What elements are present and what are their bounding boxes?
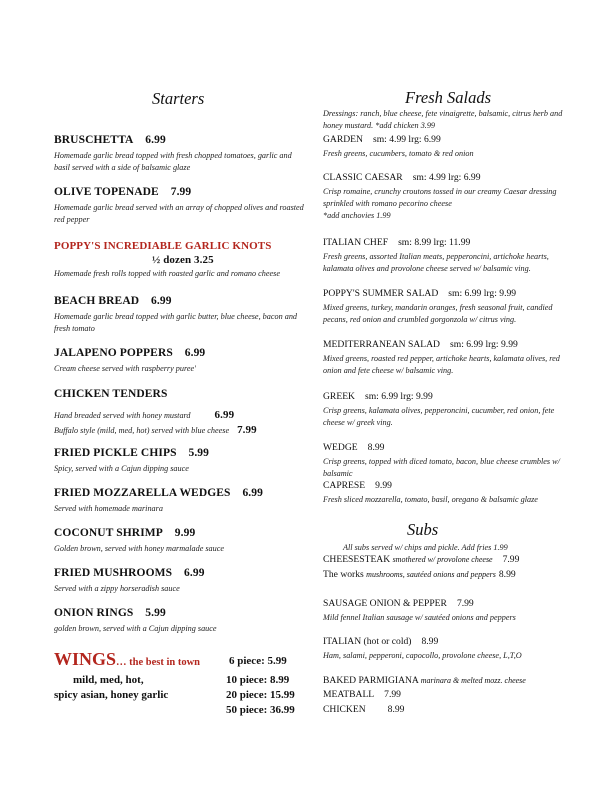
- item-name: OLIVE TOPENADE: [54, 186, 159, 198]
- item-name: MEDITERRANEAN SALAD: [323, 339, 440, 350]
- item-name: CHICKEN: [323, 704, 366, 715]
- item-price: sm: 6.99 lrg: 9.99: [450, 339, 518, 350]
- item-name: MEATBALL: [323, 689, 375, 700]
- item-description: Ham, salami, pepperoni, capocollo, provolone cheese, L,T,O: [323, 651, 522, 660]
- item-description: Fresh greens, assorted Italian meats, pepperoncini, artichoke hearts, kalamata olives and provolone cheese served w/ balsamic ving.: [323, 252, 549, 273]
- item-name: BEACH BREAD: [54, 295, 140, 307]
- item-price: 7.99: [237, 424, 257, 436]
- sub-chicken: [323, 704, 404, 716]
- salad-italian-chef: [323, 237, 470, 249]
- item-price: 5.99: [188, 447, 210, 459]
- salad-wedge: [323, 442, 384, 454]
- item-name: GREEK: [323, 391, 355, 402]
- menu-item-olive-topenade: [54, 186, 191, 198]
- item-description: Mixed greens, roasted red pepper, artichoke hearts, kalamata olives, red onion and fete cheese w/ balsamic ving.: [323, 354, 560, 375]
- salad-poppys-summer: [323, 288, 516, 300]
- wings-price: 20 piece: 15.99: [226, 689, 295, 701]
- salad-classic-caesar: [323, 172, 481, 184]
- wings-flavors: mild, med, hot,: [73, 674, 144, 686]
- wings-flavors: spicy asian, honey garlic: [54, 689, 169, 701]
- item-price: 7.99: [456, 598, 474, 609]
- item-description: Served with a zippy horseradish sauce: [54, 584, 180, 593]
- item-name: JALAPENO POPPERS: [54, 347, 173, 359]
- item-price: 8.99: [367, 442, 385, 453]
- item-description: Golden brown, served with honey marmalade sauce: [54, 544, 225, 553]
- item-name: ITALIAN (hot or cold): [323, 636, 412, 647]
- wings-price: 10 piece: 8.99: [226, 674, 290, 686]
- menu-item-coconut-shrimp: [54, 527, 195, 539]
- item-price: 6.99: [184, 567, 205, 579]
- item-price: 8.99: [387, 704, 405, 715]
- item-price: 8.99: [421, 636, 439, 647]
- item-description: Mixed greens, turkey, mandarin oranges, fresh seasonal fruit, candied pecans, red onion and crumbled gorgonzola w/ citrus ving.: [323, 303, 553, 324]
- item-description: Fresh sliced mozzarella, tomato, basil, oregano & balsamic glaze: [323, 495, 538, 504]
- menu-item-jalapeno-poppers: [54, 347, 205, 359]
- sub-baked-parmigiana: [323, 675, 526, 687]
- item-name: ONION RINGS: [54, 607, 134, 619]
- sub-the-works: [323, 569, 516, 581]
- item-description: Hand breaded served with honey mustard: [54, 411, 191, 420]
- salad-caprese: [323, 480, 392, 492]
- item-name: The works: [323, 569, 364, 580]
- item-price: sm: 4.99 lrg: 6.99: [372, 134, 441, 145]
- item-description: Crisp romaine, crunchy croutons tossed in our creamy Caesar dressing sprinkled with romano pecorino cheese: [323, 187, 557, 208]
- item-variant: [54, 420, 257, 438]
- item-name: WEDGE: [323, 442, 358, 453]
- salad-greek: [323, 391, 433, 403]
- menu-item-chicken-tenders: CHICKEN TENDERS: [54, 388, 168, 400]
- sub-meatball: [323, 689, 401, 701]
- item-name: GARDEN: [323, 134, 363, 145]
- item-name: CAPRESE: [323, 480, 366, 491]
- item-name: FRIED MUSHROOMS: [54, 567, 173, 579]
- menu-item-fried-pickle-chips: [54, 447, 209, 459]
- item-price: 9.99: [174, 527, 196, 539]
- item-price: 7.99: [502, 554, 520, 565]
- item-price: 7.99: [384, 689, 401, 700]
- item-description: Spicy, served with a Cajun dipping sauce: [54, 464, 189, 473]
- starters-heading: Starters: [152, 89, 205, 108]
- item-description: Homemade fresh rolls topped with roasted garlic and romano cheese: [54, 269, 280, 278]
- item-price: sm: 8.99 lrg: 11.99: [398, 237, 471, 248]
- dressings-note: Dressings: ranch, blue cheese, fete vinaigrette, balsamic, citrus herb and honey mustard. *add chicken 3.99: [323, 109, 563, 130]
- menu-item-onion-rings: [54, 607, 166, 619]
- item-name: POPPY'S SUMMER SALAD: [323, 288, 439, 299]
- salads-heading: Fresh Salads: [405, 88, 492, 107]
- menu-item-fried-mozzarella-wedges: [54, 487, 263, 499]
- item-price: 6.99: [184, 347, 206, 359]
- sub-italian: [323, 636, 438, 648]
- item-description: Crisp greens, topped with diced tomato, bacon, blue cheese crumbles w/ balsamic: [323, 457, 560, 478]
- item-name: SAUSAGE ONION & PEPPER: [323, 598, 447, 609]
- salad-garden: [323, 134, 441, 146]
- item-description: mushrooms, sautéed onions and peppers: [366, 570, 496, 579]
- item-description: Fresh greens, cucumbers, tomato & red onion: [323, 149, 474, 158]
- item-description: marinara & melted mozz. cheese: [420, 676, 526, 685]
- item-price: 7.99: [170, 186, 192, 198]
- item-description: Buffalo style (mild, med, hot) served with blue cheese: [54, 426, 230, 435]
- item-price: 6.99: [145, 134, 166, 146]
- item-price: 6.99: [242, 487, 263, 499]
- item-note: *add anchovies 1.99: [323, 211, 391, 220]
- item-price: 9.99: [375, 480, 392, 491]
- item-description: Homemade garlic bread topped with fresh chopped tomatoes, garlic and basil served with a side of balsamic glaze: [54, 151, 292, 172]
- item-description: Homemade garlic bread served with an array of chopped olives and roasted red pepper: [54, 203, 304, 224]
- menu-item-beach-bread: [54, 295, 172, 307]
- subs-note: All subs served w/ chips and pickle. Add fries 1.99: [343, 543, 508, 552]
- item-price: sm: 6.99 lrg: 9.99: [448, 288, 517, 299]
- item-name: CLASSIC CAESAR: [323, 172, 403, 183]
- menu-item-fried-mushrooms: [54, 567, 205, 579]
- item-price: sm: 6.99 lrg: 9.99: [364, 391, 433, 402]
- item-description: Served with homemade marinara: [54, 504, 163, 513]
- item-name: FRIED MOZZARELLA WEDGES: [54, 487, 231, 499]
- item-description: Crisp greens, kalamata olives, pepperoncini, cucumber, red onion, fete cheese w/ greek ving.: [323, 406, 555, 427]
- item-description: smothered w/ provolone cheese: [392, 555, 493, 564]
- item-description: golden brown, served with a Cajun dipping sauce: [54, 624, 217, 633]
- item-name: COCONUT SHRIMP: [54, 527, 163, 539]
- sub-cheesesteak: [323, 554, 519, 566]
- sub-sausage-onion-pepper: [323, 598, 474, 610]
- wings-price: 6 piece: 5.99: [229, 655, 287, 667]
- wings-header: [54, 649, 200, 670]
- item-name: BRUSCHETTA: [54, 134, 134, 146]
- subs-heading: Subs: [407, 520, 439, 539]
- item-price: 5.99: [145, 607, 166, 619]
- salad-mediterranean: [323, 339, 518, 351]
- item-description: Mild fennel Italian sausage w/ sautéed onions and peppers: [323, 613, 516, 622]
- item-name: FRIED PICKLE CHIPS: [54, 447, 177, 459]
- menu-item-bruschetta: [54, 134, 166, 146]
- item-description: Homemade garlic bread topped with garlic butter, blue cheese, bacon and fresh tomato: [54, 312, 298, 333]
- item-price: ½ dozen 3.25: [152, 254, 214, 266]
- wings-tagline: … the best in town: [116, 657, 201, 668]
- menu-item-garlic-knots: POPPY'S INCREDIABLE GARLIC KNOTS: [54, 240, 272, 252]
- wings-price: 50 piece: 36.99: [226, 704, 295, 716]
- item-description: Cream cheese served with raspberry puree': [54, 364, 196, 373]
- item-name: BAKED PARMIGIANA: [323, 675, 419, 686]
- item-name: CHEESESTEAK: [323, 554, 391, 565]
- item-price: 6.99: [151, 295, 172, 307]
- wings-title: WINGS: [54, 649, 117, 669]
- item-name: ITALIAN CHEF: [323, 237, 389, 248]
- item-price: 8.99: [498, 569, 516, 580]
- item-price: sm: 4.99 lrg: 6.99: [412, 172, 481, 183]
- item-price: 6.99: [214, 409, 235, 421]
